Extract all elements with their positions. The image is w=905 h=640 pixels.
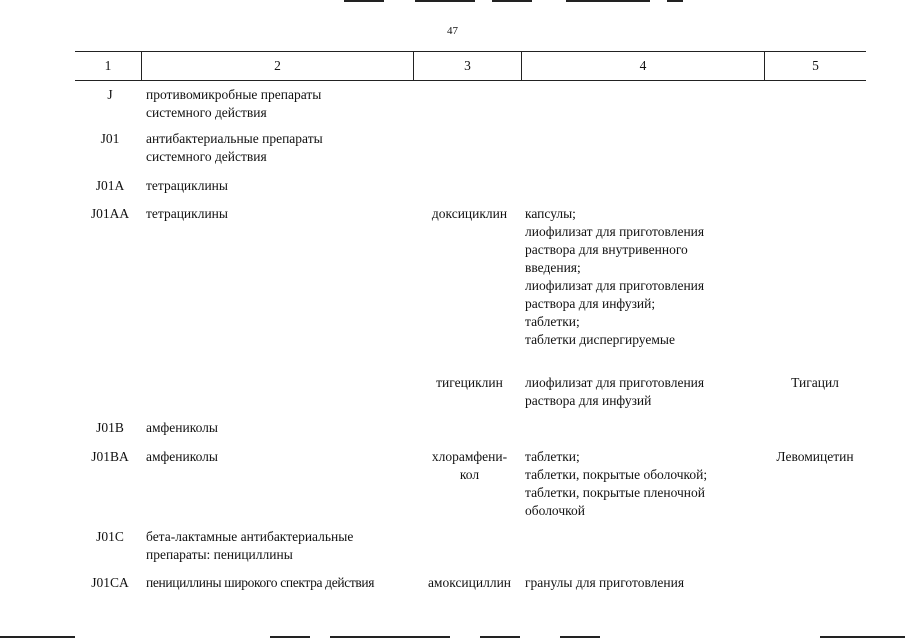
page-number: 47: [447, 25, 458, 37]
column-header-4: 4: [639, 58, 647, 73]
atc-code: J01AA: [90, 206, 130, 221]
atc-group-name: бета-лактамные антибактериальные препараты: пенициллины: [146, 529, 354, 562]
column-header-1: 1: [104, 58, 112, 73]
atc-group-name: противомикробные препараты системного действия: [146, 87, 322, 120]
scan-mark: [330, 636, 450, 638]
drug-name: амоксициллин: [427, 575, 512, 590]
atc-code: J01BA: [91, 449, 129, 464]
atc-code: J01CA: [91, 575, 129, 590]
atc-code: J01C: [96, 529, 124, 544]
atc-group-name: амфениколы: [146, 420, 218, 435]
scan-mark: [270, 636, 310, 638]
drug-name: доксициклин: [431, 206, 508, 221]
scan-mark: [415, 0, 475, 2]
scan-mark: [820, 636, 905, 638]
atc-group-name: тетрациклины: [146, 206, 228, 221]
drug-name: хлорамфени- кол: [431, 449, 508, 482]
scan-mark: [667, 0, 683, 2]
dosage-forms: капсулы; лиофилизат для приготовления раствора для внутривенного введения; лиофилизат для приготовления раствора для инфузий; таблетки; таблетки диспергируемые: [525, 206, 705, 347]
atc-group-name: пенициллины широкого спектра действия: [146, 575, 375, 590]
scan-mark: [560, 636, 600, 638]
trade-name: Тигацил: [791, 375, 839, 390]
scan-mark: [344, 0, 384, 2]
dosage-forms: лиофилизат для приготовления раствора для инфузий: [525, 375, 705, 408]
atc-group-name: антибактериальные препараты системного действия: [146, 131, 323, 164]
atc-code: J01: [100, 131, 120, 146]
dosage-forms: таблетки; таблетки, покрытые оболочкой; таблетки, покрытые пленочной оболочкой: [525, 449, 708, 518]
atc-code: J01B: [96, 420, 124, 435]
scan-mark: [492, 0, 532, 2]
drug-name: тигециклин: [436, 375, 503, 390]
table-header: [75, 51, 866, 81]
scan-mark: [0, 636, 75, 638]
atc-group-name: амфениколы: [146, 449, 218, 464]
scan-mark: [566, 0, 650, 2]
atc-code: J: [107, 87, 113, 102]
dosage-forms: гранулы для приготовления: [525, 575, 685, 590]
scan-mark: [480, 636, 520, 638]
column-header-5: 5: [812, 58, 819, 73]
trade-name: Левомицетин: [776, 449, 854, 464]
atc-group-name: тетрациклины: [146, 178, 228, 193]
atc-code: J01A: [95, 178, 125, 193]
column-header-2: 2: [274, 58, 281, 73]
column-header-3: 3: [464, 58, 471, 73]
